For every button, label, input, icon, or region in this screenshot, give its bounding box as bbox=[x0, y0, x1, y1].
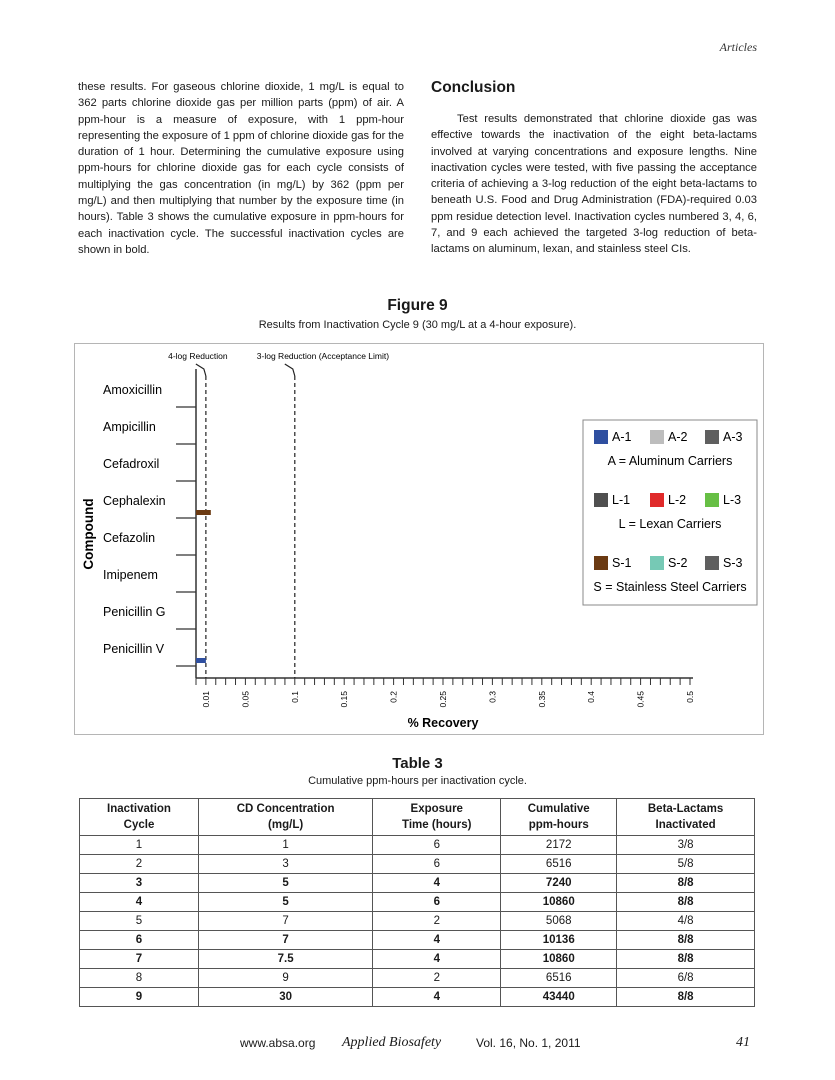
y-axis-title: Compound bbox=[81, 498, 96, 570]
conclusion-heading: Conclusion bbox=[431, 79, 516, 96]
x-tick-label: 0.15 bbox=[339, 691, 350, 708]
legend-label-a-1: A-1 bbox=[612, 430, 632, 444]
cell-cumulative: 7240 bbox=[501, 874, 617, 893]
cell-exposure: 4 bbox=[373, 931, 501, 950]
category-label: Penicillin G bbox=[103, 605, 166, 619]
category-label: Penicillin V bbox=[103, 642, 165, 656]
header-cumulative: Cumulative ppm-hours bbox=[501, 799, 617, 836]
journal-section-label: Articles bbox=[719, 40, 757, 54]
conclusion-section bbox=[431, 79, 757, 258]
bar-s-1-cephalexin bbox=[196, 510, 211, 515]
legend-swatch-a-2 bbox=[650, 430, 664, 444]
category-label: Imipenem bbox=[103, 568, 158, 582]
legend-label-l-2: L-2 bbox=[668, 493, 687, 507]
cell-cycle: 3 bbox=[80, 874, 199, 893]
table-row bbox=[80, 855, 755, 874]
legend-label-a-3: A-3 bbox=[723, 430, 743, 444]
legend-swatch-a-1 bbox=[594, 430, 608, 444]
cell-exposure: 4 bbox=[373, 950, 501, 969]
cell-cycle: 8 bbox=[80, 969, 199, 988]
cell-cumulative: 6516 bbox=[501, 855, 617, 874]
table-row bbox=[80, 874, 755, 893]
legend-label-s-3: S-3 bbox=[723, 556, 743, 570]
cell-exposure: 2 bbox=[373, 969, 501, 988]
bar-a-1-penicillin-v bbox=[196, 658, 206, 663]
legend-swatch-l-3 bbox=[705, 493, 719, 507]
table-title: Table 3 bbox=[392, 755, 443, 772]
cell-cycle: 7 bbox=[80, 950, 199, 969]
x-tick-label: 0.5 bbox=[685, 691, 695, 703]
table-row bbox=[80, 969, 755, 988]
cell-cycle: 9 bbox=[80, 988, 199, 1007]
cell-cumulative: 5068 bbox=[501, 912, 617, 931]
legend-label-l-3: L-3 bbox=[723, 493, 742, 507]
legend-group-caption: S = Stainless Steel Carriers bbox=[593, 580, 747, 594]
figure-caption: Results from Inactivation Cycle 9 (30 mg/L at a 4-hour exposure). bbox=[258, 319, 577, 331]
cell-concentration: 3 bbox=[199, 855, 373, 874]
footer-website: www.absa.org bbox=[240, 1036, 316, 1050]
cell-concentration: 30 bbox=[199, 988, 373, 1007]
reference-line-label: 4-log Reduction bbox=[168, 351, 228, 361]
legend-box bbox=[583, 420, 757, 605]
table-header-row bbox=[80, 799, 755, 836]
cell-concentration: 9 bbox=[199, 969, 373, 988]
category-label: Ampicillin bbox=[103, 420, 156, 434]
cell-cycle: 5 bbox=[80, 912, 199, 931]
x-tick-label: 0.2 bbox=[388, 691, 399, 703]
table-row bbox=[80, 836, 755, 855]
cycle-table bbox=[79, 798, 755, 1007]
x-axis-title: % Recovery bbox=[407, 716, 479, 730]
cell-cycle: 1 bbox=[80, 836, 199, 855]
x-tick-label: 0.35 bbox=[536, 691, 547, 708]
header-cycle: Inactivation Cycle bbox=[80, 799, 199, 836]
cell-inactivated: 8/8 bbox=[617, 988, 755, 1007]
cell-inactivated: 5/8 bbox=[617, 855, 755, 874]
reference-line-label: 3-log Reduction (Acceptance Limit) bbox=[256, 351, 390, 361]
cell-cycle: 4 bbox=[80, 893, 199, 912]
legend-swatch-s-1 bbox=[594, 556, 608, 570]
cell-concentration: 7.5 bbox=[199, 950, 373, 969]
cell-cumulative: 6516 bbox=[501, 969, 617, 988]
legend-label-s-2: S-2 bbox=[668, 556, 688, 570]
x-tick-label: 0.1 bbox=[289, 691, 300, 703]
legend-swatch-l-2 bbox=[650, 493, 664, 507]
cell-cumulative: 10860 bbox=[501, 893, 617, 912]
cell-inactivated: 8/8 bbox=[617, 950, 755, 969]
footer-journal: Applied Biosafety bbox=[342, 1035, 442, 1050]
table-row bbox=[80, 931, 755, 950]
cell-exposure: 6 bbox=[373, 893, 501, 912]
legend-label-s-1: S-1 bbox=[612, 556, 632, 570]
left-column bbox=[78, 79, 404, 258]
conclusion-text: Test results demonstrated that chlorine dioxide gas was effective towards the inactivation of the eight beta-lactams involved at varying concentrations and exposure lengths. Nine inactivation cycles were tested, with five passing the acceptance criteria of achieving a 3-log reduction of the eight beta-lactams to beneath U.S. Food and Drug Administration (FDA)-required 0.03 ppm residue detection level. Inactivation cycles numbered 3, 4, 6, 7, and 9 each achieved the targeted 3-log reduction of beta-lactams on aluminum, lexan, and stainless steel CIs. bbox=[431, 113, 757, 256]
x-tick-label: 0.01 bbox=[200, 691, 211, 708]
header-concentration: CD Concentration (mg/L) bbox=[199, 799, 373, 836]
cell-inactivated: 6/8 bbox=[617, 969, 755, 988]
cell-concentration: 5 bbox=[199, 893, 373, 912]
cell-cumulative: 2172 bbox=[501, 836, 617, 855]
legend-label-l-1: L-1 bbox=[612, 493, 631, 507]
category-label: Cephalexin bbox=[103, 494, 166, 508]
cell-exposure: 2 bbox=[373, 912, 501, 931]
cell-concentration: 5 bbox=[199, 874, 373, 893]
legend-group-caption: A = Aluminum Carriers bbox=[607, 454, 733, 468]
x-tick-label: 0.3 bbox=[487, 691, 498, 703]
category-label: Amoxicillin bbox=[103, 383, 163, 397]
chart-frame bbox=[74, 343, 764, 735]
cell-exposure: 6 bbox=[373, 836, 501, 855]
table-row bbox=[80, 893, 755, 912]
x-tick-label: 0.25 bbox=[438, 691, 448, 708]
legend-swatch-a-3 bbox=[705, 430, 719, 444]
cell-concentration: 7 bbox=[199, 931, 373, 950]
header-exposure: Exposure Time (hours) bbox=[373, 799, 501, 836]
table-row bbox=[80, 988, 755, 1007]
cell-exposure: 4 bbox=[373, 988, 501, 1007]
legend-swatch-s-3 bbox=[705, 556, 719, 570]
table-caption: Cumulative ppm-hours per inactivation cycle. bbox=[308, 775, 527, 787]
reference-line-pointer bbox=[196, 364, 206, 376]
cell-exposure: 4 bbox=[373, 874, 501, 893]
cell-cumulative: 43440 bbox=[501, 988, 617, 1007]
x-tick-label: 0.05 bbox=[240, 691, 251, 708]
category-label: Cefazolin bbox=[103, 531, 156, 545]
x-tick-label: 0.45 bbox=[635, 691, 646, 708]
cell-cycle: 6 bbox=[80, 931, 199, 950]
cell-concentration: 7 bbox=[199, 912, 373, 931]
figure-title: Figure 9 bbox=[387, 297, 448, 314]
header-inactivated: Beta-Lactams Inactivated bbox=[617, 799, 755, 836]
footer-page-number: 41 bbox=[736, 1035, 750, 1050]
cell-inactivated: 8/8 bbox=[617, 931, 755, 950]
legend-swatch-s-2 bbox=[650, 556, 664, 570]
recovery-chart bbox=[75, 344, 763, 734]
cell-cycle: 2 bbox=[80, 855, 199, 874]
cell-inactivated: 3/8 bbox=[617, 836, 755, 855]
legend-swatch-l-1 bbox=[594, 493, 608, 507]
cell-concentration: 1 bbox=[199, 836, 373, 855]
cell-inactivated: 8/8 bbox=[617, 893, 755, 912]
left-column-text: these results. For gaseous chlorine dioxide, 1 mg/L is equal to 362 parts chlorine dioxide gas per million parts (ppm) of air. A ppm-hour is a measure of exposure, with 1 ppm-hour representing the exposure of 1 ppm of chlorine dioxide gas for the duration of 1 hour. Determining the cumulative exposure using ppm-hours for chlorine dioxide gas for each cycle consists of multiplying the gas concentration (in mg/L) by 362 (ppm per mg/L) and then multiplying that number by the exposure time (in hours). Table 3 shows the cumulative exposure in ppm-hours for each inactivation cycle. The successful inactivation cycles are shown in bold. bbox=[78, 81, 404, 256]
cell-cumulative: 10860 bbox=[501, 950, 617, 969]
cell-inactivated: 4/8 bbox=[617, 912, 755, 931]
cell-inactivated: 8/8 bbox=[617, 874, 755, 893]
legend-label-a-2: A-2 bbox=[668, 430, 688, 444]
legend-group-caption: L = Lexan Carriers bbox=[618, 517, 722, 531]
category-label: Cefadroxil bbox=[103, 457, 160, 471]
table-row bbox=[80, 912, 755, 931]
cell-cumulative: 10136 bbox=[501, 931, 617, 950]
cell-exposure: 6 bbox=[373, 855, 501, 874]
table-row bbox=[80, 950, 755, 969]
reference-line-pointer bbox=[285, 364, 295, 376]
footer-volume: Vol. 16, No. 1, 2011 bbox=[476, 1036, 581, 1050]
x-tick-label: 0.4 bbox=[586, 691, 597, 703]
